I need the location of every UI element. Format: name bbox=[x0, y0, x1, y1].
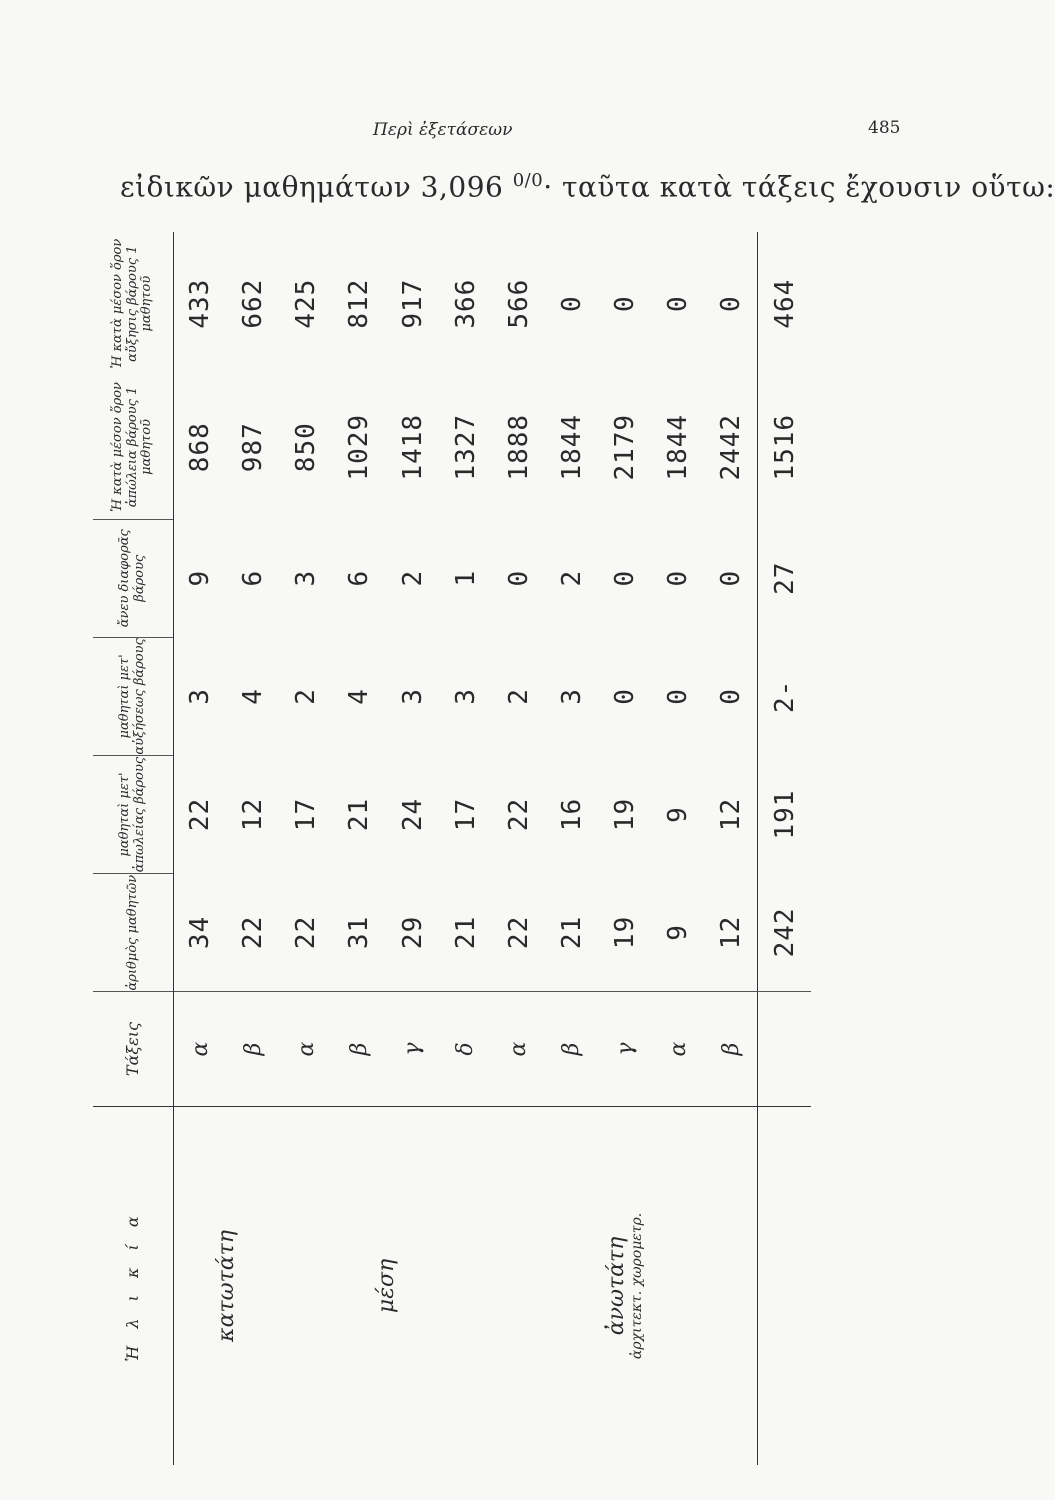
cell-students: 29 bbox=[397, 915, 428, 950]
cell-loss: 22 bbox=[503, 797, 534, 832]
cell-avg-gain: 425 bbox=[291, 278, 322, 329]
header-avg-loss: Ἡ κατὰ μέσον ὅρον ἀπώλεια βάρους 1 μαθητοῦ bbox=[93, 375, 174, 519]
total-nochange: 27 bbox=[758, 519, 811, 637]
cell-students: 22 bbox=[291, 915, 322, 950]
cell-avg-gain: 0 bbox=[663, 295, 694, 312]
cell-loss: 16 bbox=[556, 797, 587, 832]
intro-percent: 0/0 bbox=[512, 170, 544, 191]
cell-avg-loss: 1844 bbox=[556, 413, 587, 481]
age-group-name: κατωτάτη bbox=[214, 1230, 240, 1342]
total-avg-loss: 1516 bbox=[758, 375, 811, 519]
cell-avg-gain: 662 bbox=[238, 278, 269, 329]
class-cell: α bbox=[652, 992, 705, 1107]
table-header-row bbox=[93, 232, 174, 1465]
table-row bbox=[492, 232, 545, 1465]
header-age: Ἡ λ ι κ ί α bbox=[93, 1106, 174, 1465]
class-cell: δ bbox=[439, 992, 492, 1107]
cell-avg-gain: 917 bbox=[397, 278, 428, 329]
cell-gain: 0 bbox=[663, 688, 694, 705]
age-group-label bbox=[492, 1106, 758, 1465]
header-classes: Τάξεις bbox=[93, 992, 174, 1107]
age-group-name: μέση bbox=[373, 1258, 399, 1314]
intro-text bbox=[120, 170, 1055, 203]
cell-avg-loss: 868 bbox=[185, 422, 216, 473]
intro-text-rest: · ταῦτα κατὰ τάξεις ἔχουσιν οὕτω: bbox=[543, 170, 1055, 204]
cell-loss: 9 bbox=[663, 806, 694, 823]
class-cell: β bbox=[705, 992, 758, 1107]
cell-gain: 3 bbox=[556, 688, 587, 705]
page-number: 485 bbox=[868, 118, 901, 138]
total-avg-gain: 464 bbox=[758, 232, 811, 375]
class-cell: α bbox=[280, 992, 333, 1107]
age-group-sublabel: ἀρχιτεκτ. χωρομετρ. bbox=[629, 1212, 646, 1360]
cell-nochange: 6 bbox=[238, 569, 269, 587]
cell-avg-gain: 0 bbox=[556, 295, 587, 312]
cell-nochange: 9 bbox=[185, 569, 216, 587]
total-students: 242 bbox=[758, 874, 811, 992]
cell-avg-loss: 1418 bbox=[397, 413, 428, 481]
cell-loss: 22 bbox=[185, 797, 216, 832]
table-row bbox=[280, 232, 333, 1465]
intro-text-main: εἰδικῶν μαθημάτων 3,096 bbox=[120, 170, 504, 204]
cell-avg-loss: 987 bbox=[238, 422, 269, 473]
header-avg-gain: Ἡ κατὰ μέσον ὅρον αὔξησις βάρους 1 μαθητοῦ bbox=[93, 232, 174, 375]
cell-avg-loss: 1844 bbox=[663, 413, 694, 481]
cell-gain: 0 bbox=[610, 688, 641, 705]
cell-avg-loss: 2442 bbox=[716, 413, 747, 481]
total-gain: 2- bbox=[758, 637, 811, 755]
cell-avg-loss: 1327 bbox=[450, 413, 481, 481]
header-nochange: ἄνευ διαφορᾶς βάρους bbox=[93, 519, 174, 637]
cell-loss: 19 bbox=[610, 797, 641, 832]
age-group-label bbox=[174, 1106, 280, 1465]
totals-empty-cls bbox=[758, 992, 811, 1107]
cell-nochange: 0 bbox=[610, 569, 641, 587]
cell-gain: 2 bbox=[291, 688, 322, 705]
cell-students: 9 bbox=[663, 924, 694, 941]
weight-table bbox=[93, 232, 811, 1465]
cell-nochange: 6 bbox=[344, 569, 375, 587]
cell-nochange: 1 bbox=[450, 569, 481, 587]
cell-gain: 3 bbox=[450, 688, 481, 705]
cell-avg-gain: 366 bbox=[450, 278, 481, 329]
cell-nochange: 2 bbox=[397, 569, 428, 587]
header-students: ἀριθμὸς μαθητῶν bbox=[93, 874, 174, 992]
cell-avg-gain: 0 bbox=[610, 295, 641, 312]
age-group-name: ἀνωτάτη bbox=[604, 1236, 630, 1336]
cell-loss: 12 bbox=[716, 797, 747, 832]
class-cell: β bbox=[333, 992, 386, 1107]
cell-students: 22 bbox=[503, 915, 534, 950]
table-row bbox=[174, 232, 227, 1465]
cell-students: 34 bbox=[185, 915, 216, 950]
header-loss: μαθηταὶ μετ' ἀπωλείας βάρους bbox=[93, 755, 174, 873]
class-cell: γ bbox=[599, 992, 652, 1107]
cell-students: 22 bbox=[238, 915, 269, 950]
cell-gain: 2 bbox=[503, 688, 534, 705]
header-gain: μαθηταὶ μετ' αὐξήσεως βάρους bbox=[93, 637, 174, 755]
cell-gain: 0 bbox=[716, 688, 747, 705]
cell-avg-gain: 812 bbox=[344, 278, 375, 329]
cell-avg-gain: 566 bbox=[503, 278, 534, 329]
cell-loss: 24 bbox=[397, 797, 428, 832]
cell-loss: 17 bbox=[291, 797, 322, 832]
cell-avg-loss: 1888 bbox=[503, 413, 534, 481]
cell-students: 19 bbox=[610, 915, 641, 950]
cell-nochange: 0 bbox=[716, 569, 747, 587]
cell-avg-gain: 0 bbox=[716, 295, 747, 312]
cell-avg-loss: 1029 bbox=[344, 413, 375, 481]
cell-students: 12 bbox=[716, 915, 747, 950]
cell-nochange: 0 bbox=[663, 569, 694, 587]
cell-loss: 21 bbox=[344, 797, 375, 832]
cell-gain: 4 bbox=[238, 688, 269, 705]
cell-avg-loss: 2179 bbox=[610, 413, 641, 481]
rotated-table bbox=[93, 232, 811, 1465]
class-cell: γ bbox=[386, 992, 439, 1107]
cell-gain: 3 bbox=[185, 688, 216, 705]
class-cell: α bbox=[174, 992, 227, 1107]
cell-avg-loss: 850 bbox=[291, 422, 322, 473]
cell-loss: 17 bbox=[450, 797, 481, 832]
age-group-label bbox=[280, 1106, 493, 1465]
cell-students: 21 bbox=[556, 915, 587, 950]
total-loss: 191 bbox=[758, 755, 811, 873]
cell-loss: 12 bbox=[238, 797, 269, 832]
cell-nochange: 0 bbox=[503, 569, 534, 587]
class-cell: β bbox=[545, 992, 598, 1107]
totals-empty bbox=[758, 1106, 811, 1465]
cell-students: 21 bbox=[450, 915, 481, 950]
cell-students: 31 bbox=[344, 915, 375, 950]
cell-nochange: 3 bbox=[291, 569, 322, 587]
class-cell: α bbox=[492, 992, 545, 1107]
cell-nochange: 2 bbox=[556, 569, 587, 587]
totals-row bbox=[758, 232, 811, 1465]
class-cell: β bbox=[227, 992, 280, 1107]
cell-gain: 3 bbox=[397, 688, 428, 705]
table-body bbox=[174, 232, 812, 1465]
cell-gain: 4 bbox=[344, 688, 375, 705]
cell-avg-gain: 433 bbox=[185, 278, 216, 329]
running-head: Περὶ ἐξετάσεων bbox=[373, 120, 513, 140]
